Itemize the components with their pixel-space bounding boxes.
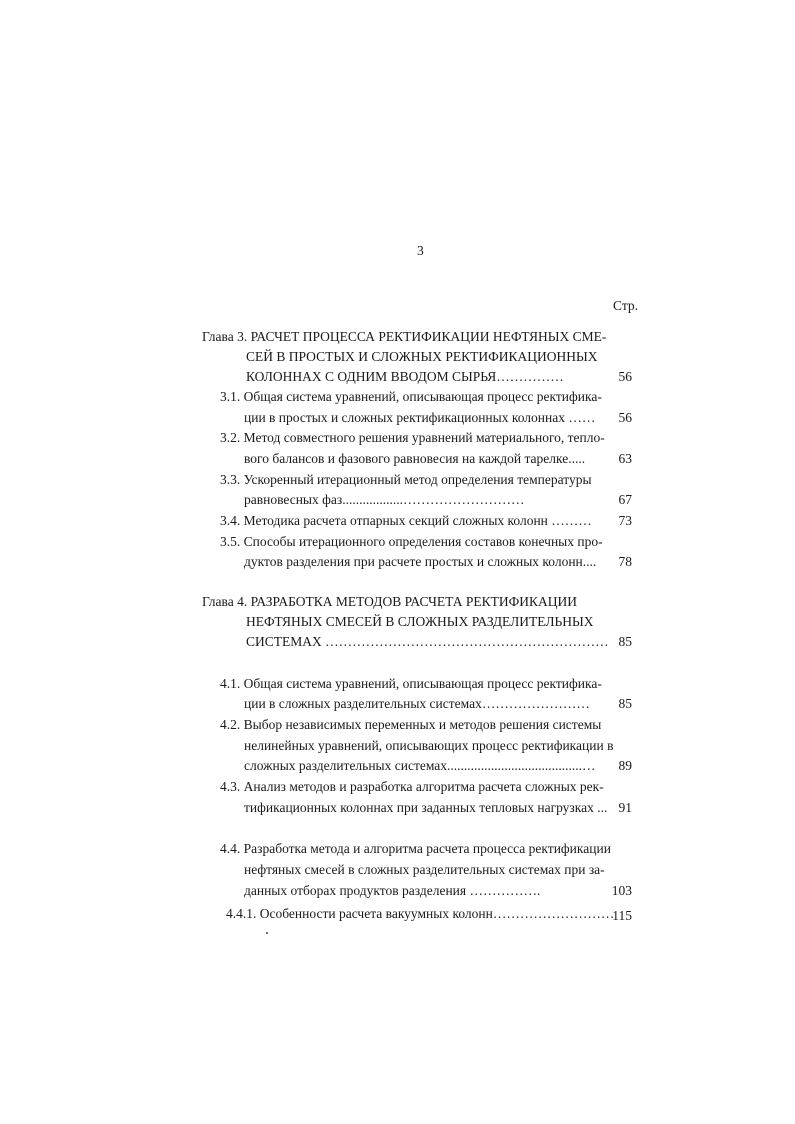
- toc-line: Глава 4. РАЗРАБОТКА МЕТОДОВ РАСЧЕТА РЕКТИФИКАЦИИ: [202, 594, 578, 609]
- toc-line: НЕФТЯНЫХ СМЕСЕЙ В СЛОЖНЫХ РАЗДЕЛИТЕЛЬНЫХ: [246, 614, 594, 629]
- toc-page: 89: [618, 758, 632, 773]
- toc-line: Глава 3. РАСЧЕТ ПРОЦЕССА РЕКТИФИКАЦИИ НЕФТЯНЫХ СМЕ-: [202, 329, 607, 344]
- toc-page: 103: [611, 883, 632, 898]
- toc-line: 3.4. Методика расчета отпарных секций сложных колонн ………: [220, 513, 592, 528]
- toc-line: сложных разделительных системах........................................…: [244, 758, 596, 773]
- toc-line: 3.5. Способы итерационного определения составов конечных про-: [220, 534, 603, 549]
- toc-line: 3.3. Ускоренный итерационный метод определения температуры: [220, 472, 592, 487]
- toc-page: 85: [618, 634, 632, 649]
- toc-page: 63: [618, 451, 632, 466]
- toc-page: 67: [618, 492, 632, 507]
- toc-line: данных отборах продуктов разделения …………….: [244, 883, 541, 898]
- toc-line: тификационных колоннах при заданных тепловых нагрузках ...: [244, 800, 608, 815]
- toc-page: 56: [618, 369, 632, 384]
- toc-line: равновесных фаз..................………………………: [244, 492, 525, 507]
- toc-page: 91: [618, 800, 632, 815]
- toc-line: ции в сложных разделительных системах……………………: [244, 696, 590, 711]
- column-header-page: Стр.: [613, 298, 639, 313]
- toc-line: дуктов разделения при расчете простых и сложных колонн....: [244, 554, 597, 569]
- toc-line: 3.2. Метод совместного решения уравнений материального, тепло-: [220, 430, 605, 445]
- toc-line: 4.4. Разработка метода и алгоритма расчета процесса ректификации: [220, 841, 611, 856]
- toc-line: СИСТЕМАХ ………………………………………………………: [246, 634, 609, 649]
- toc-page: 56: [618, 410, 632, 425]
- toc-line: нелинейных уравнений, описывающих процесс ректификации в: [244, 738, 614, 753]
- toc-page: 85: [618, 696, 632, 711]
- page-number: 3: [417, 243, 424, 258]
- toc-page: 78: [618, 554, 632, 569]
- toc-line: ции в простых и сложных ректификационных колоннах ……: [244, 410, 596, 425]
- toc-line: 4.1. Общая система уравнений, описывающая процесс ректифика-: [220, 676, 602, 691]
- toc-line: нефтяных смесей в сложных разделительных системах при за-: [244, 862, 605, 877]
- toc-line: СЕЙ В ПРОСТЫХ И СЛОЖНЫХ РЕКТИФИКАЦИОННЫХ: [246, 349, 598, 364]
- toc-page: 115: [612, 908, 632, 923]
- toc-line: 3.1. Общая система уравнений, описывающая процесс ректифика-: [220, 389, 602, 404]
- toc-line: КОЛОННАХ С ОДНИМ ВВОДОМ СЫРЬЯ……………: [246, 369, 564, 384]
- scan-speck: [266, 932, 268, 934]
- toc-line: 4.4.1. Особенности расчета вакуумных колонн………………………: [226, 906, 615, 921]
- toc-page: 73: [618, 513, 632, 528]
- toc-line: 4.2. Выбор независимых переменных и методов решения системы: [220, 717, 602, 732]
- toc-line: 4.3. Анализ методов и разработка алгоритма расчета сложных рек-: [220, 779, 604, 794]
- toc-line: вого балансов и фазового равновесия на каждой тарелке.....: [244, 451, 586, 466]
